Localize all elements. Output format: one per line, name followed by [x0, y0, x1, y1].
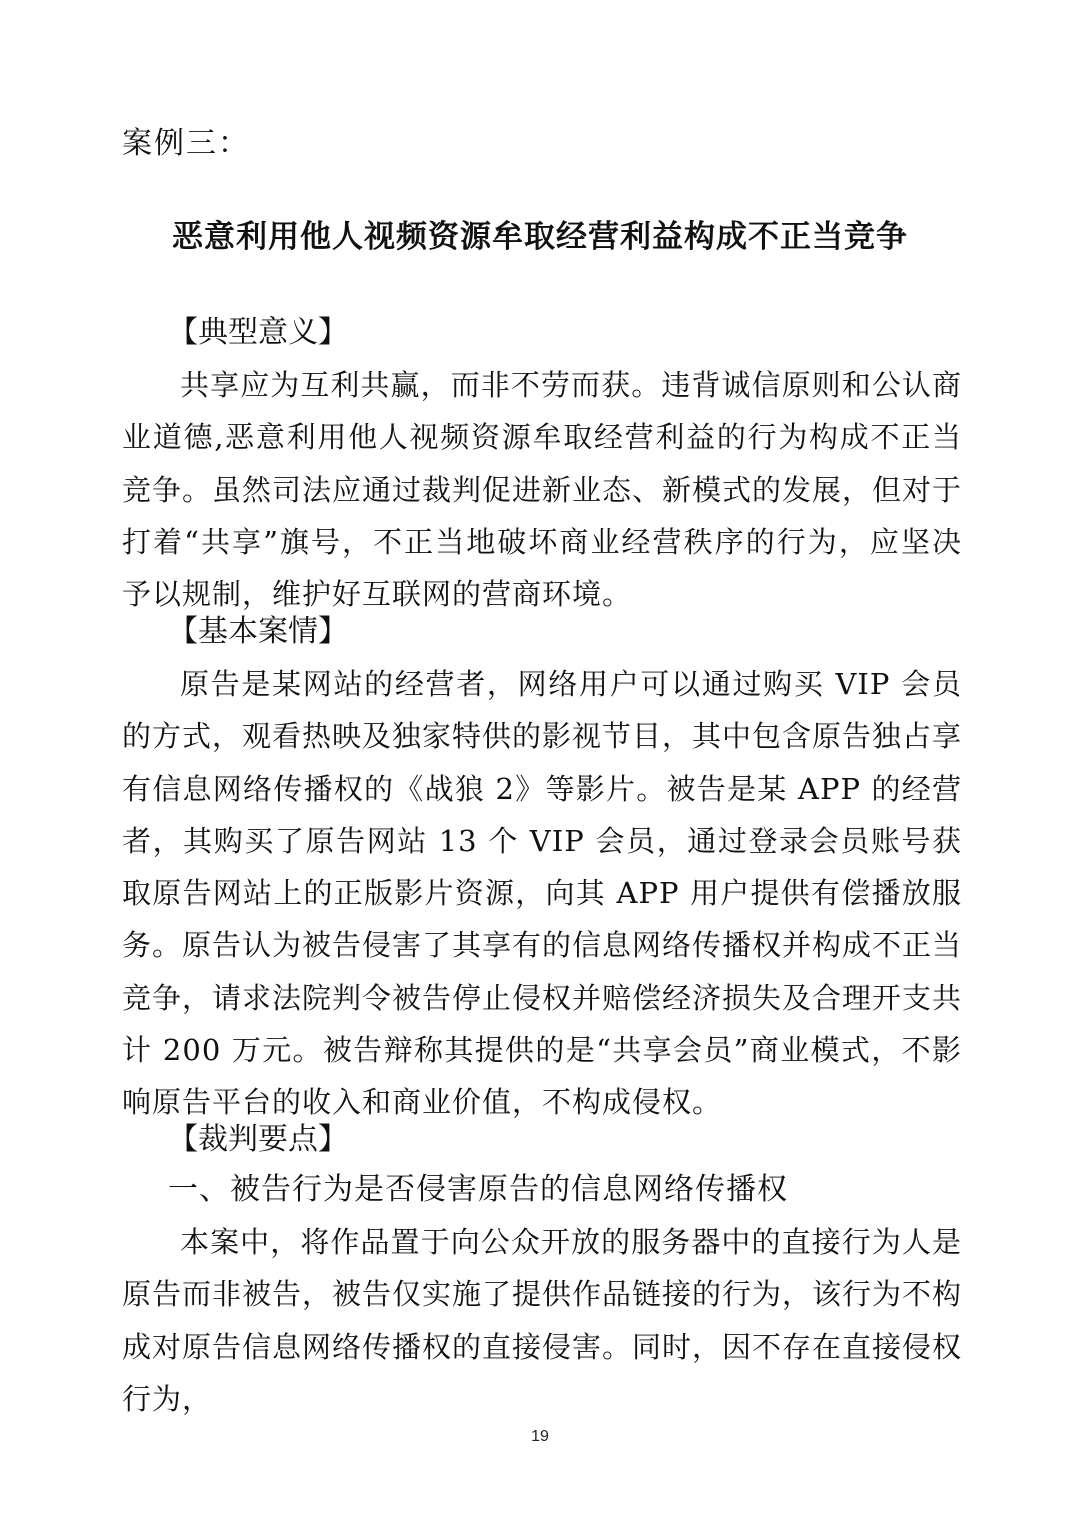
- paragraph-facts: 原告是某网站的经营者，网络用户可以通过购买 VIP 会员的方式，观看热映及独家特供的影视节目，其中包含原告独占享有信息网络传播权的《战狼 2》等影片。被告是某 APP 的经营者，其购买了原告网站 13 个 VIP 会员，通过登录会员账号获取原告网站上的正版影片资源，向其 APP 用户提供有偿播放服务。原告认为被告侵害了其享有的信息网络传播权并构成不正当竞争，请求法院判令被告停止侵权并赔偿经济损失及合理开支共计 200 万元。被告辩称其提供的是“共享会员”商业模式，不影响原告平台的收入和商业价值，不构成侵权。: [122, 667, 963, 1120]
- section-heading-significance: 【典型意义】: [168, 315, 348, 350]
- page-number: 19: [531, 1428, 549, 1445]
- case-title: 恶意利用他人视频资源牟取经营利益构成不正当竞争: [172, 219, 908, 255]
- ruling-subheading: 一、被告行为是否侵害原告的信息网络传播权: [168, 1172, 788, 1207]
- section-ruling: [122, 1118, 962, 1425]
- section-facts: [122, 610, 962, 1129]
- section-heading-ruling: 【裁判要点】: [168, 1122, 348, 1157]
- paragraph-significance: 共享应为互利共赢，而非不劳而获。违背诚信原则和公认商业道德,恶意利用他人视频资源牟取经营利益的行为构成不正当竞争。虽然司法应通过裁判促进新业态、新模式的发展，但对于打着“共享”旗号，不正当地破坏商业经营秩序的行为，应坚决予以规制，维护好互联网的营商环境。: [122, 368, 963, 612]
- section-heading-facts: 【基本案情】: [168, 614, 348, 649]
- case-label: 案例三：: [122, 126, 250, 161]
- section-significance: [122, 311, 962, 620]
- paragraph-ruling: 本案中，将作品置于向公众开放的服务器中的直接行为人是原告而非被告，被告仅实施了提供作品链接的行为，该行为不构成对原告信息网络传播权的直接侵害。同时，因不存在直接侵权行为，: [122, 1225, 963, 1416]
